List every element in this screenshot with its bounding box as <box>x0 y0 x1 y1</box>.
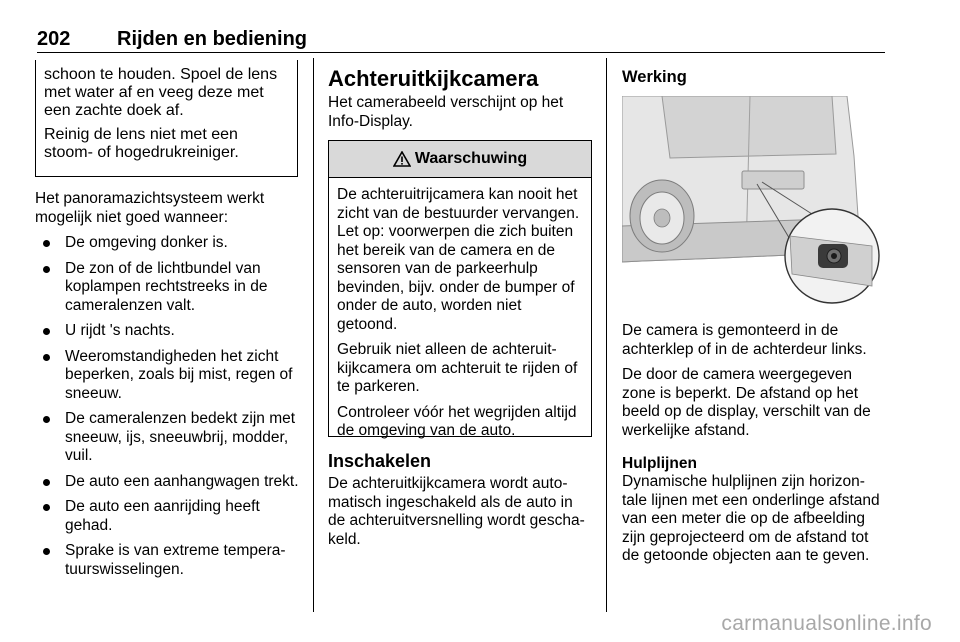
list-item: De cameralenzen bedekt zijn met sneeuw, ijs, sneeuwbrij, modder, vuil. <box>35 410 300 466</box>
bullet-icon <box>43 416 50 423</box>
column-1 <box>35 190 300 586</box>
bullet-icon <box>43 240 50 247</box>
warning-label: Waarschuwing <box>414 149 528 167</box>
section-title: Achteruitkijkcamera <box>328 66 539 91</box>
warning-paragraph: Controleer vóór het wegrijden altijd de omgeving van de auto. <box>337 403 577 439</box>
chapter-title: Rijden en bediening <box>117 28 308 50</box>
bullet-icon <box>43 479 50 486</box>
bullet-icon <box>43 266 50 273</box>
continued-note-box <box>35 60 298 177</box>
body-paragraph: De door de camera weergegeven zone is beperkt. De afstand op het beeld op de display, verschilt van de werkelijke afstand. <box>622 366 871 439</box>
column-2-bottom <box>328 450 593 556</box>
column-2-top <box>328 66 593 138</box>
body-paragraph: De camera is gemonteerd in de achterklep of in de achterdeur links. <box>622 322 867 358</box>
subsection-title: Werking <box>622 68 687 86</box>
rear-camera-illustration <box>622 96 880 304</box>
body-paragraph: Dynamische hulplijnen zijn horizon- tale lijnen met een onderlinge afstand van een meter die op de afbeelding zijn geprojecteerd om de afstand tot de getoonde objecten aan te geven. <box>622 473 880 564</box>
note-paragraph: schoon te houden. Spoel de lens met water af en veeg deze met een zachte doek af. <box>44 66 278 119</box>
intro-paragraph: Het camerabeeld verschijnt op het Info-Display. <box>328 94 564 130</box>
bullet-icon <box>43 328 50 335</box>
subsection-title: Inschakelen <box>328 451 432 471</box>
list-item: De auto een aanhangwagen trekt. <box>35 473 300 492</box>
column-divider-2 <box>606 58 607 612</box>
note-paragraph: Reinig de lens niet met een stoom- of hogedrukreiniger. <box>44 126 239 161</box>
column-3-title <box>622 67 882 90</box>
bullet-list <box>35 234 300 579</box>
watermark: carmanualsonline.info <box>721 612 932 635</box>
list-item: De auto een aanrijding heeft gehad. <box>35 498 300 535</box>
bullet-icon <box>43 354 50 361</box>
list-item: Sprake is van extreme tempera- tuurswisselingen. <box>35 542 300 579</box>
list-item: U rijdt 's nachts. <box>35 322 300 341</box>
bullet-icon <box>43 548 50 555</box>
warning-triangle-icon <box>393 151 411 167</box>
warning-header <box>329 141 591 178</box>
list-item: Weeromstandigheden het zicht beperken, zoals bij mist, regen of sneeuw. <box>35 348 300 404</box>
column-3-body <box>622 322 884 573</box>
bullet-icon <box>43 504 50 511</box>
list-item: De zon of de lichtbundel van koplampen rechtstreeks in de cameralenzen valt. <box>35 260 300 316</box>
warning-box <box>328 140 592 437</box>
intro-paragraph: Het panoramazichtsysteem werkt mogelijk niet goed wanneer: <box>35 190 265 226</box>
page-header <box>37 28 885 53</box>
page-number: 202 <box>37 28 71 50</box>
subsection-title: Hulplijnen <box>622 455 697 472</box>
column-divider-1 <box>313 58 314 612</box>
warning-paragraph: Gebruik niet alleen de achteruit- kijkcamera om achteruit te rijden of te parkeren. <box>337 341 578 395</box>
warning-paragraph: De achteruitrijcamera kan nooit het zicht van de bestuurder vervangen. Let op: voorwerpen die zich buiten het bereik van de camera en de sensoren van de parkeerhulp bevinden, bijv. onder de bumper of onder de auto, worden niet getoond. <box>337 186 580 333</box>
body-paragraph: De achteruitkijkcamera wordt auto- matisch ingeschakeld als de auto in de achteruitversnelling wordt gescha- keld. <box>328 475 585 548</box>
list-item: De omgeving donker is. <box>35 234 300 253</box>
